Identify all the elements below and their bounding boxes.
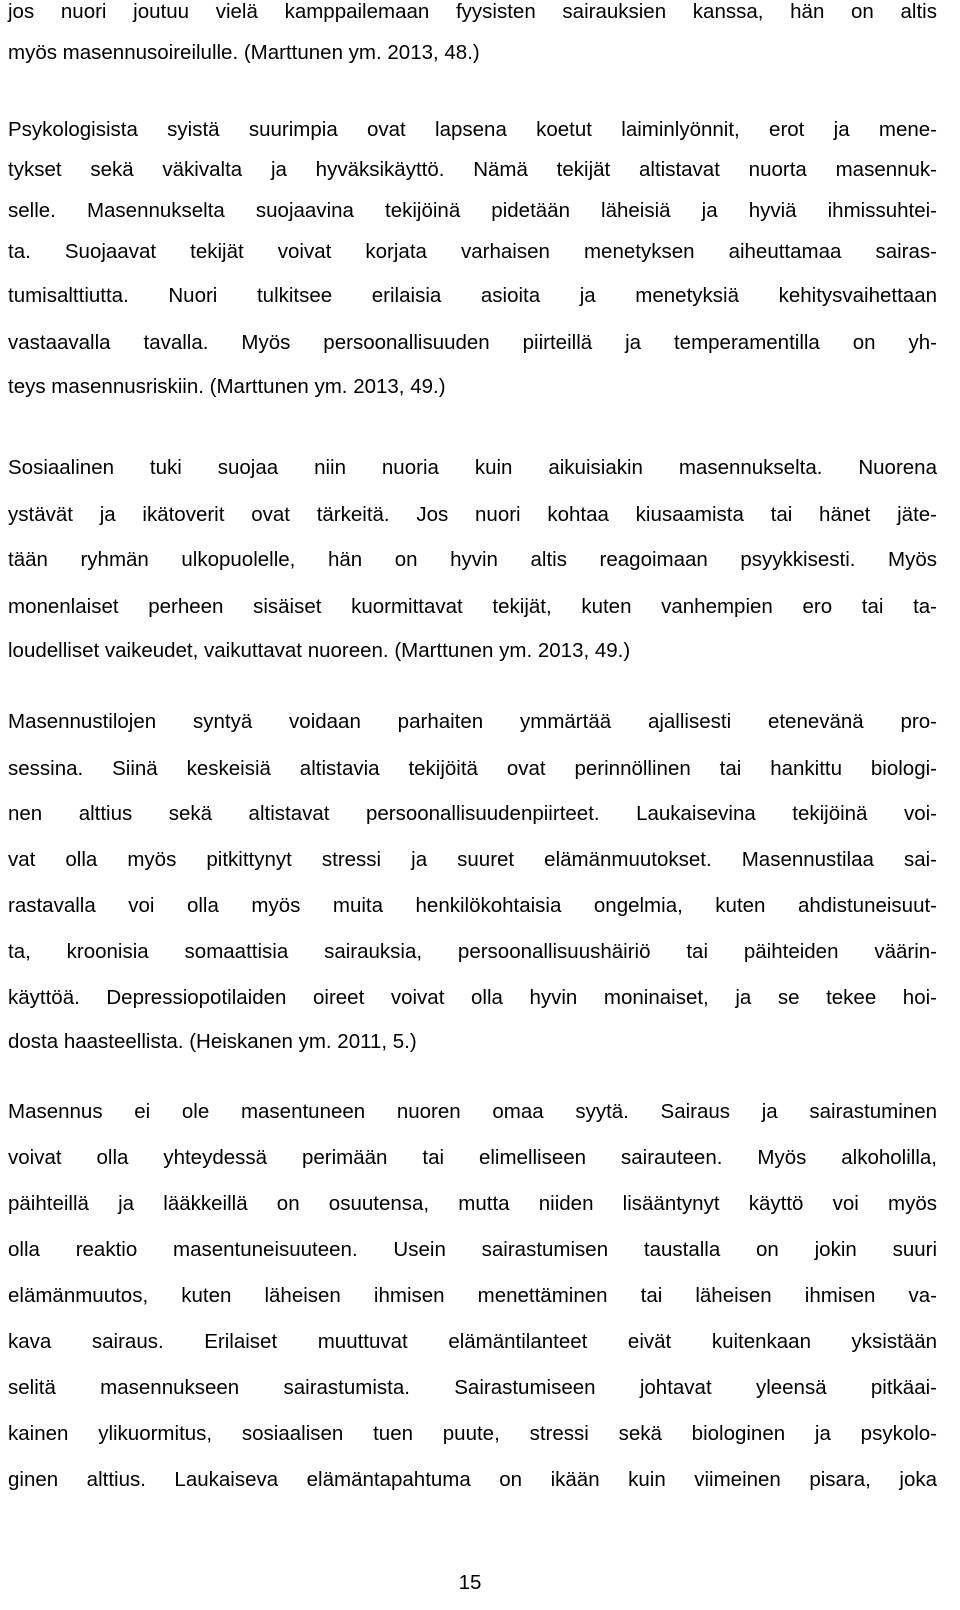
text-line: ta. Suojaavat tekijät voivat korjata varhaisen menetyksen aiheuttamaa sairas- bbox=[8, 240, 937, 263]
text-line: Masennus ei ole masentuneen nuoren omaa syytä. Sairaus ja sairastuminen bbox=[8, 1100, 937, 1123]
text-line: jos nuori joutuu vielä kamppailemaan fyysisten sairauksien kanssa, hän on altis bbox=[8, 0, 937, 23]
text-line: monenlaiset perheen sisäiset kuormittavat tekijät, kuten vanhempien ero tai ta- bbox=[8, 595, 937, 618]
text-line: nen alttius sekä altistavat persoonallisuudenpiirteet. Laukaisevina tekijöinä voi- bbox=[8, 802, 937, 825]
text-line: elämänmuutos, kuten läheisen ihmisen menettäminen tai läheisen ihmisen va- bbox=[8, 1284, 937, 1307]
text-line: Sosiaalinen tuki suojaa niin nuoria kuin aikuisiakin masennukselta. Nuorena bbox=[8, 456, 937, 479]
text-line: ginen alttius. Laukaiseva elämäntapahtuma on ikään kuin viimeinen pisara, joka bbox=[8, 1468, 937, 1491]
text-line: päihteillä ja lääkkeillä on osuutensa, mutta niiden lisääntynyt käyttö voi myös bbox=[8, 1192, 937, 1215]
text-line: kava sairaus. Erilaiset muuttuvat elämäntilanteet eivät kuitenkaan yksistään bbox=[8, 1330, 937, 1353]
text-line: Psykologisista syistä suurimpia ovat lapsena koetut laiminlyönnit, erot ja mene- bbox=[8, 118, 937, 141]
text-line: tykset sekä väkivalta ja hyväksikäyttö. Nämä tekijät altistavat nuorta masennuk- bbox=[8, 158, 937, 181]
text-line: Masennustilojen syntyä voidaan parhaiten ymmärtää ajallisesti etenevänä pro- bbox=[8, 710, 937, 733]
text-line: kainen ylikuormitus, sosiaalisen tuen puute, stressi sekä biologinen ja psykolo- bbox=[8, 1422, 937, 1445]
text-line: tumisalttiutta. Nuori tulkitsee erilaisia asioita ja menetyksiä kehitysvaihettaan bbox=[8, 284, 937, 307]
text-line: voivat olla yhteydessä perimään tai elimelliseen sairauteen. Myös alkoholilla, bbox=[8, 1146, 937, 1169]
text-line: olla reaktio masentuneisuuteen. Usein sairastumisen taustalla on jokin suuri bbox=[8, 1238, 937, 1261]
text-line: vastaavalla tavalla. Myös persoonallisuuden piirteillä ja temperamentilla on yh- bbox=[8, 331, 937, 354]
text-line: loudelliset vaikeudet, vaikuttavat nuoreen. (Marttunen ym. 2013, 49.) bbox=[8, 639, 631, 662]
text-line: tään ryhmän ulkopuolelle, hän on hyvin altis reagoimaan psyykkisesti. Myös bbox=[8, 548, 937, 571]
text-line: selitä masennukseen sairastumista. Sairastumiseen johtavat yleensä pitkäai- bbox=[8, 1376, 937, 1399]
text-line: teys masennusriskiin. (Marttunen ym. 2013, 49.) bbox=[8, 375, 446, 398]
text-line: selle. Masennukselta suojaavina tekijöinä pidetään läheisiä ja hyviä ihmissuhtei- bbox=[8, 199, 937, 222]
text-line: dosta haasteellista. (Heiskanen ym. 2011, 5.) bbox=[8, 1030, 417, 1053]
text-line: ystävät ja ikätoverit ovat tärkeitä. Jos nuori kohtaa kiusaamista tai hänet jäte- bbox=[8, 503, 937, 526]
text-line: myös masennusoireilulle. (Marttunen ym. 2013, 48.) bbox=[8, 41, 480, 64]
text-line: vat olla myös pitkittynyt stressi ja suuret elämänmuutokset. Masennustilaa sai- bbox=[8, 848, 937, 871]
text-line: käyttöä. Depressiopotilaiden oireet voivat olla hyvin moninaiset, ja se tekee hoi- bbox=[8, 986, 937, 1009]
text-line: rastavalla voi olla myös muita henkilökohtaisia ongelmia, kuten ahdistuneisuut- bbox=[8, 894, 937, 917]
text-line: sessina. Siinä keskeisiä altistavia tekijöitä ovat perinnöllinen tai hankittu biologi- bbox=[8, 757, 937, 780]
page-number: 15 bbox=[458, 1571, 482, 1594]
text-line: ta, kroonisia somaattisia sairauksia, persoonallisuushäiriö tai päihteiden väärin- bbox=[8, 940, 937, 963]
